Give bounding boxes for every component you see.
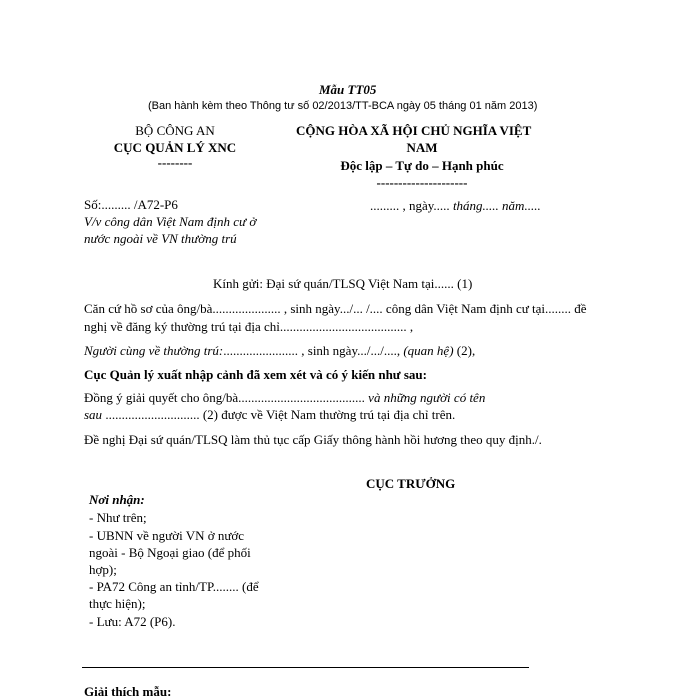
- date-rest: tháng..... năm.....: [452, 198, 541, 213]
- para1-line1: Căn cứ hồ sơ của ông/bà..................... , sinh ngày.../... /.... công dân Việt Nam định cư tại........ đề: [84, 301, 587, 316]
- nation-title-line2: NAM: [406, 140, 438, 155]
- date-line: [370, 198, 541, 214]
- para4-line2: [84, 407, 455, 423]
- para4-text-b: và những người có tên: [368, 390, 486, 405]
- para1-line2: nghị về đăng ký thường trú tại địa chỉ....................................... ,: [84, 319, 414, 334]
- para4-sau: sau: [84, 407, 103, 422]
- form-title: Mẫu TT05: [319, 82, 377, 97]
- recipient-item: ngoài - Bộ Ngoại giao (để phối: [89, 545, 251, 560]
- para2-label: Người cùng về thường trú:: [84, 343, 224, 358]
- date-prefix: ......... , ngày.....: [370, 198, 453, 213]
- department-name: CỤC QUẢN LÝ XNC: [113, 140, 237, 155]
- recipient-item: thực hiện);: [89, 596, 146, 611]
- document-number: Số:......... /A72-P6: [84, 197, 178, 212]
- explanation-heading: Giải thích mẫu:: [84, 684, 172, 699]
- recipients-heading: Nơi nhận:: [89, 492, 145, 507]
- para4-text-a: Đồng ý giải quyết cho ông/bà.......................................: [84, 390, 369, 405]
- para2-end: (2),: [453, 343, 476, 358]
- recipient-item: - UBNN về người VN ở nước: [89, 528, 245, 543]
- footer-divider: [82, 667, 529, 668]
- para2-dots: ....................... , sinh ngày.../.../....,: [223, 343, 404, 358]
- motto: Độc lập – Tự do – Hạnh phúc: [340, 158, 504, 173]
- para5-line: Đề nghị Đại sứ quán/TLSQ làm thủ tục cấp Giấy thông hành hồi hương theo quy định./.: [84, 432, 542, 447]
- para2-relation: (quan hệ): [403, 343, 454, 358]
- right-dashes: ---------------------: [376, 175, 468, 190]
- issued-note: (Ban hành kèm theo Thông tư số 02/2013/TT-BCA ngày 05 tháng 01 năm 2013): [148, 100, 538, 112]
- recipient-item: hợp);: [89, 562, 117, 577]
- left-dashes: --------: [157, 155, 193, 170]
- signature-title: CỤC TRƯỞNG: [366, 476, 456, 491]
- recipient-item: - Lưu: A72 (P6).: [89, 614, 176, 629]
- recipient-line: Kính gửi: Đại sứ quán/TLSQ Việt Nam tại...... (1): [213, 276, 473, 291]
- recipient-item: - Như trên;: [89, 510, 147, 525]
- para2-line: [84, 343, 475, 359]
- para3-line: Cục Quản lý xuất nhập cảnh đã xem xét và có ý kiến như sau:: [84, 367, 427, 382]
- subject-line-2: nước ngoài về VN thường trú: [84, 231, 237, 246]
- recipient-item: - PA72 Công an tỉnh/TP........ (để: [89, 579, 259, 594]
- nation-title-line1: CỘNG HÒA XÃ HỘI CHỦ NGHĨA VIỆT: [296, 123, 532, 138]
- para4-text-c: ............................. (2) được về Việt Nam thường trú tại địa chỉ trên.: [102, 407, 456, 422]
- para4-line1: [84, 390, 485, 406]
- subject-line-1: V/v công dân Việt Nam định cư ở: [84, 214, 257, 229]
- ministry-name: BỘ CÔNG AN: [135, 123, 215, 138]
